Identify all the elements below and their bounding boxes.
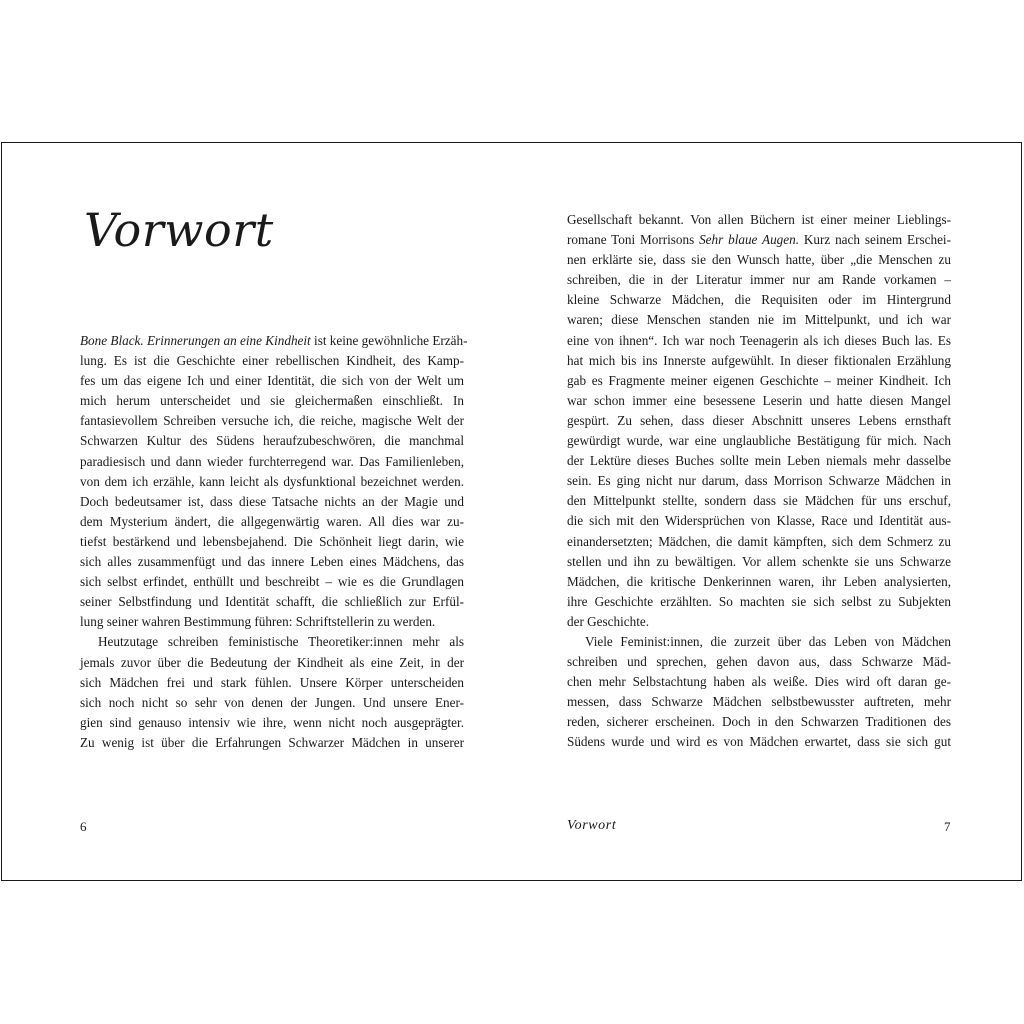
text-line bbox=[567, 511, 951, 531]
book-spread bbox=[1, 142, 1022, 881]
body-text: einandersetzten; Mädchen, die damit kämpften, sich dem Schmerz zu bbox=[567, 533, 951, 549]
text-line bbox=[80, 431, 464, 451]
body-text: paradiesisch und dann wieder furchterregend war. Das Familienleben, bbox=[80, 453, 464, 469]
body-text: hat mich bis ins Innerste aufgewühlt. In dieser fiktionalen Erzählung bbox=[567, 352, 951, 368]
body-text: schreiben und sprechen, gehen davon aus, dass Schwarze Mäd- bbox=[567, 654, 951, 670]
body-text: lung seiner wahren Bestimmung führen: Schriftstellerin zu werden. bbox=[80, 614, 436, 630]
text-line bbox=[567, 391, 951, 411]
text-line bbox=[567, 632, 951, 652]
body-text: schreiben, die in der Literatur immer nur am Rande vorkamen – bbox=[567, 272, 951, 288]
page-number-right: 7 bbox=[944, 819, 951, 834]
body-text: seiner Selbstfindung und Identität schafft, die schließlich zur Erfül- bbox=[80, 594, 464, 610]
text-line bbox=[80, 572, 464, 592]
text-line bbox=[567, 572, 951, 592]
body-text: ist keine gewöhnliche Erzäh- bbox=[310, 333, 468, 348]
body-text: der Lektüre dieses Buches sollte mein Leben niemals mehr dasselbe bbox=[567, 453, 951, 469]
text-line bbox=[567, 732, 951, 752]
body-text: war schon immer eine besessene Leserin und hatte diesen Mangel bbox=[567, 392, 951, 408]
body-text: sein. Es ging nicht nur darum, dass Morrison Schwarze Mädchen in bbox=[567, 473, 951, 489]
text-line bbox=[80, 592, 464, 612]
left-page bbox=[2, 143, 512, 880]
text-line bbox=[567, 290, 951, 310]
left-page-body bbox=[80, 331, 468, 753]
body-text: waren; diese Menschen standen nie im Mittelpunkt, und ich war bbox=[567, 312, 951, 328]
body-text: sich selbst erfindet, enthüllt und beschreibt – wie es die Grundlagen bbox=[80, 574, 464, 590]
body-text: Viele Feminist:innen, die zurzeit über das Leben von Mädchen bbox=[585, 633, 951, 649]
body-text: nen erklärte sie, dass sie den Wunsch hatte, über „die Menschen zu bbox=[567, 252, 951, 268]
body-text: die sich mit den Widersprüchen von Klasse, Race und Identität aus- bbox=[567, 513, 951, 529]
text-line bbox=[80, 512, 464, 532]
body-text: ihre Geschichte erzählten. So machten sie sich selbst zu Subjekten bbox=[567, 593, 951, 609]
body-text: Schwarzen Kultur des Südens heraufzubeschwören, die manchmal bbox=[80, 433, 464, 449]
body-text: gien sind genauso intensiv wie ihre, wenn nicht noch ausgeprägter. bbox=[80, 714, 464, 730]
body-text: sich Mädchen frei und stark fühlen. Unsere Körper unterscheiden bbox=[80, 674, 464, 690]
text-line bbox=[80, 411, 464, 431]
text-line bbox=[567, 552, 951, 572]
text-line bbox=[567, 592, 951, 612]
body-text: Heutzutage schreiben feministische Theoretiker:innen mehr als bbox=[98, 634, 464, 650]
body-text: dem Mysterium ändert, die allgegenwärtig waren. All dies war zu- bbox=[80, 513, 464, 529]
body-text: kleine Schwarze Mädchen, die Requisiten oder im Hintergrund bbox=[567, 292, 951, 308]
text-line bbox=[567, 692, 951, 712]
text-line bbox=[80, 673, 464, 693]
body-text: romane Toni Morrisons bbox=[567, 232, 700, 248]
text-line bbox=[80, 492, 464, 512]
body-text: fantasievollem Schreiben versuche ich, die reiche, magische Welt der bbox=[80, 413, 464, 429]
text-line bbox=[80, 693, 464, 713]
body-text: tiefst bestärkend und lebensbejahend. Die Schönheit liegt darin, wie bbox=[80, 533, 464, 549]
body-text: reden, sicherer erscheinen. Doch in den Schwarzen Traditionen des bbox=[567, 714, 951, 730]
body-text: Kurz nach seinem Erschei- bbox=[799, 232, 951, 248]
body-text: stellen und ihn zu bewältigen. Vor allem schenkte sie uns Schwarze bbox=[567, 553, 951, 569]
body-text: gespürt. Zu sehen, dass dieser Abschnitt unseres Lebens ernsthaft bbox=[567, 412, 951, 428]
body-text: Zu wenig ist über die Erfahrungen Schwarzer Mädchen in unserer bbox=[80, 734, 464, 750]
text-line bbox=[80, 472, 464, 492]
text-line bbox=[567, 210, 951, 230]
text-line bbox=[80, 371, 464, 391]
text-line bbox=[567, 451, 951, 471]
text-line bbox=[567, 712, 951, 732]
text-line bbox=[567, 491, 951, 511]
body-text: Doch bedeutsamer ist, dass diese Tatsache nichts an der Magie und bbox=[80, 493, 464, 509]
text-line bbox=[567, 652, 951, 672]
body-text: Südens wurde und wird es von Mädchen erwartet, dass sie sich gut bbox=[567, 734, 951, 750]
body-text: sich alles zusammenfügt und das innere Leben eines Mädchens, das bbox=[80, 554, 464, 570]
text-line bbox=[80, 391, 464, 411]
right-page bbox=[512, 143, 1023, 880]
text-line bbox=[80, 653, 464, 673]
text-line bbox=[80, 733, 464, 753]
body-text: Mädchen, die kritische Denkerinnen waren, ihr Leben analysierten, bbox=[567, 573, 951, 589]
text-line bbox=[567, 230, 951, 250]
text-line bbox=[567, 331, 951, 351]
body-text: jemals zuvor über die Bedeutung der Kindheit als eine Zeit, in der bbox=[80, 654, 464, 670]
text-line bbox=[567, 411, 951, 431]
text-line bbox=[567, 371, 951, 391]
body-text: mich herum unterscheidet und sie gleichermaßen einschließt. In bbox=[80, 393, 464, 409]
italic-title-text: Bone Black. Erinnerungen an eine Kindheit bbox=[80, 333, 311, 348]
text-line bbox=[567, 612, 951, 632]
text-line bbox=[80, 552, 464, 572]
text-line bbox=[567, 431, 951, 451]
text-line bbox=[567, 351, 951, 371]
text-line bbox=[567, 310, 951, 330]
body-text: gewürdigt wurde, war eine unglaubliche Bestätigung für mich. Nach bbox=[567, 433, 951, 449]
body-text: sich noch nicht so sehr von denen der Jungen. Und unsere Ener- bbox=[80, 694, 464, 710]
body-text: von dem ich erzähle, kann leicht als dysfunktional bezeichnet werden. bbox=[80, 473, 464, 489]
right-page-body bbox=[567, 210, 951, 753]
text-line bbox=[80, 331, 468, 351]
running-head: Vorwort bbox=[567, 818, 617, 833]
text-line bbox=[567, 270, 951, 290]
body-text: Gesellschaft bekannt. Von allen Büchern ist einer meiner Lieblings- bbox=[567, 212, 951, 227]
italic-title-text: Sehr blaue Augen. bbox=[699, 232, 800, 248]
text-line bbox=[567, 532, 951, 552]
body-text: gab es Fragmente meiner eigenen Geschichte – meiner Kindheit. Ich bbox=[567, 372, 951, 388]
text-line bbox=[567, 471, 951, 491]
text-line bbox=[567, 250, 951, 270]
text-line bbox=[80, 452, 464, 472]
body-text: fes um das eigene Ich und einer Identität, die sich von der Welt um bbox=[80, 373, 464, 389]
body-text: den Mittelpunkt stellte, sondern dass sie Mädchen für uns erschuf, bbox=[567, 493, 951, 509]
chapter-title: Vorwort bbox=[84, 203, 274, 257]
text-line bbox=[80, 713, 464, 733]
body-text: chen mehr Selbstachtung haben als weiße. Dies wird oft daran ge- bbox=[567, 674, 951, 690]
text-line bbox=[567, 672, 951, 692]
text-line bbox=[80, 351, 464, 371]
body-text: eine von ihnen“. Ich war noch Teenagerin als ich dieses Buch las. Es bbox=[567, 332, 951, 348]
body-text: lung. Es ist die Geschichte einer rebellischen Kindheit, des Kamp- bbox=[80, 353, 464, 369]
page-number-left: 6 bbox=[80, 819, 87, 834]
text-line bbox=[80, 612, 464, 632]
body-text: der Geschichte. bbox=[567, 613, 650, 629]
body-text: messen, dass Schwarze Mädchen selbstbewusster auftreten, mehr bbox=[567, 694, 951, 710]
text-line bbox=[80, 532, 464, 552]
text-line bbox=[80, 632, 464, 652]
